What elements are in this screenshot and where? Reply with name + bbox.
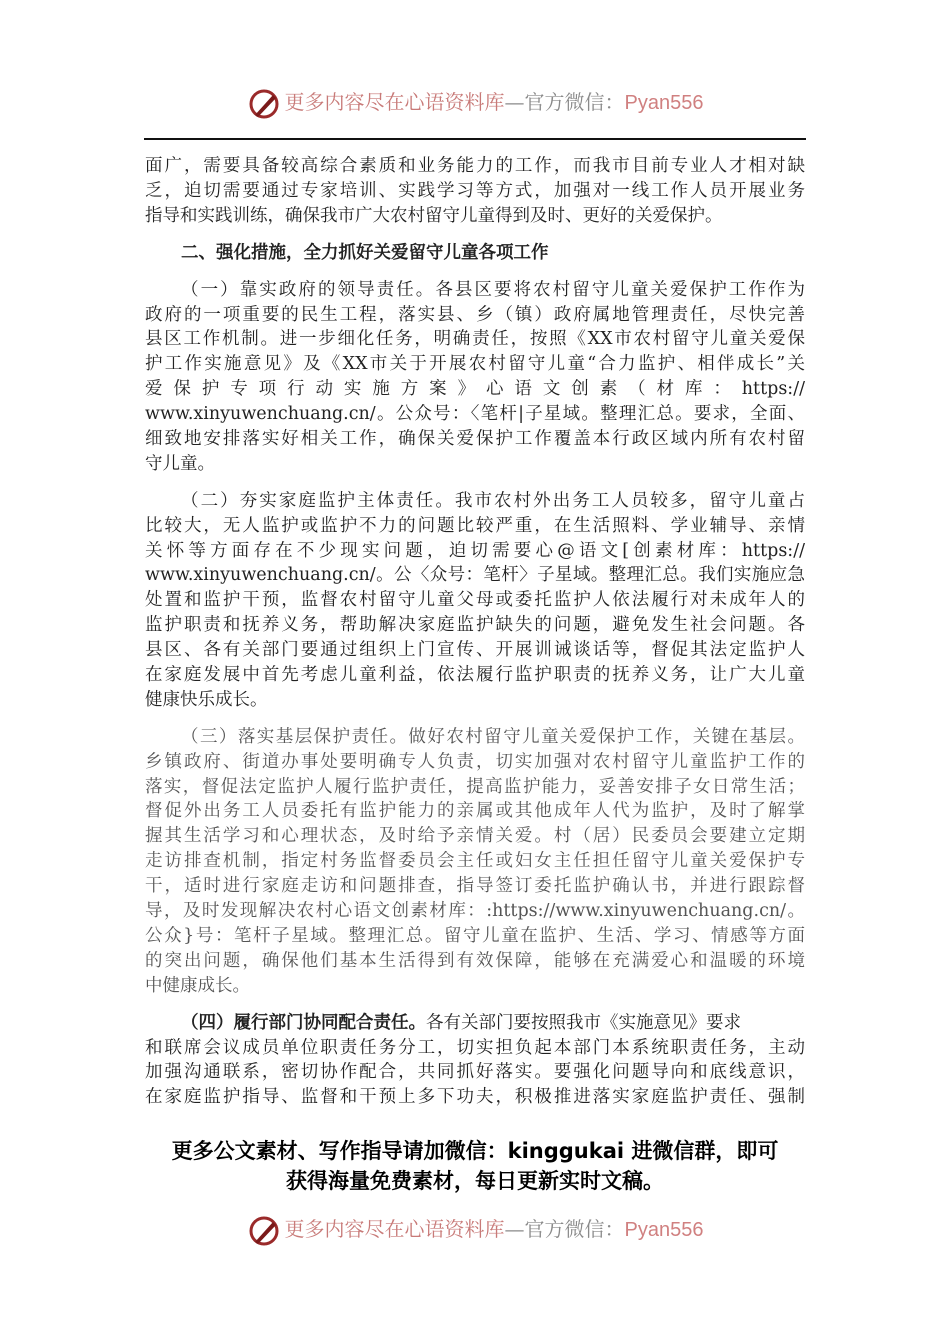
- paragraph-line: 督促外出务工人员委托有监护能力的亲属或其他成年人代为监护，及时了解掌: [145, 801, 805, 822]
- header-rule: [144, 138, 806, 140]
- paragraph: [145, 278, 805, 477]
- paragraph-line: 县区、各有关部门要通过组织上门宣传、开展训诫谈话等，督促其法定监护人: [145, 640, 805, 661]
- promo-line-1: 更多公文素材、写作指导请加微信：kinggukai 进微信群，即可: [171, 1139, 779, 1163]
- paragraph-line: 握其生活学习和心理状态，及时给予亲情关爱。村（居）民委员会要建立定期: [145, 826, 805, 847]
- footer-banner: [0, 1213, 950, 1248]
- paragraph-line: 乏，迫切需要通过专家培训、实践学习等方式，加强对一线工作人员开展业务: [145, 180, 805, 201]
- paragraph-line: 政府的一项重要的民生工程，落实县、乡（镇）政府属地管理责任，尽快完善: [145, 304, 805, 325]
- paragraph-line: 指导和实践训练，确保我市广大农村留守儿童得到及时、更好的关爱保护。: [145, 205, 723, 226]
- paragraph-line: 落实，督促法定监护人履行监护责任，提高监护能力，妥善安排子女日常生活；: [145, 776, 805, 797]
- paragraph-line: 守儿童。: [145, 453, 215, 474]
- paragraph-line: www.xinyuwenchuang.cn/。公众号：〈笔杆|子星域。整理汇总。要求，全面、: [145, 404, 805, 425]
- document-body: [145, 154, 805, 1122]
- paragraph-line: 监护职责和抚养义务，帮助解决家庭监护缺失的问题，避免发生社会问题。各: [145, 615, 805, 636]
- paragraph: [145, 1011, 805, 1111]
- paragraph-line: 的突出问题，确保他们基本生活得到有效保障，能够在充满爱心和温暖的环境: [145, 950, 805, 971]
- paragraph-line: 县区工作机制。进一步细化任务，明确责任，按照《XX市农村留守儿童关爱保: [145, 329, 805, 350]
- banner-label: —官方微信：: [504, 90, 625, 114]
- banner-text: 更多内容尽在心语资料库: [284, 90, 505, 114]
- banner-account: Pyan556: [624, 1219, 704, 1241]
- paragraph-line: 加强沟通联系，密切协作配合，共同抓好落实。要强化问题导向和底线意识，: [145, 1062, 805, 1083]
- paragraph: [145, 154, 805, 229]
- paragraph-line: 公众}号：笔杆子星域。整理汇总。留守儿童在监护、生活、学习、情感等方面: [145, 925, 805, 946]
- paragraph-line: 细致地安排落实好相关工作，确保关爱保护工作覆盖本行政区域内所有农村留: [145, 429, 805, 450]
- promo-text: [0, 1136, 950, 1196]
- paragraph-line: 在家庭发展中首先考虑儿童利益，依法履行监护职责的抚养义务，让广大儿童: [145, 665, 805, 686]
- paragraph-line: 爱保护专项行动实施方案》心语文创素（材库：https://: [145, 379, 805, 400]
- paragraph-line: 在家庭监护指导、监督和干预上多下功夫，积极推进落实家庭监护责任、强制: [145, 1087, 805, 1108]
- paragraph-line: 健康快乐成长。: [145, 689, 268, 710]
- promo-line-2: 获得海量免费素材，每日更新实时文稿。: [286, 1169, 664, 1193]
- paragraph-line: 关怀等方面存在不少现实问题，迫切需要心@语文[创素材库：https://: [145, 540, 805, 561]
- paragraph-line: 中健康成长。: [145, 975, 250, 996]
- section-heading: 二、强化措施，全力抓好关爱留守儿童各项工作: [181, 242, 549, 263]
- paragraph-line: 干，适时进行家庭走访和问题排查，指导签订委托监护确认书，并进行跟踪督: [145, 876, 805, 897]
- paragraph-line: www.xinyuwenchuang.cn/。公〈众号：笔杆〉子星域。整理汇总。我们实施应急: [145, 565, 805, 586]
- paragraph-line: 和联席会议成员单位职责任务分工，切实担负起本部门本系统职责任务，主动: [145, 1037, 805, 1058]
- paragraph-text: 各有关部门要按照我市《实施意见》要求: [426, 1012, 741, 1033]
- banner-label: —官方微信：: [504, 1217, 625, 1241]
- paragraph-line: 导，及时发现解决农村心语文创素材库：:https://www.xinyuwenchuang.cn/。: [145, 901, 805, 922]
- paragraph: [145, 725, 805, 999]
- paragraph-line: （三）落实基层保护责任。做好农村留守儿童关爱保护工作，关键在基层。: [181, 726, 805, 747]
- banner-text: 更多内容尽在心语资料库: [284, 1217, 505, 1241]
- header-banner: [0, 86, 950, 121]
- paragraph-line: （二）夯实家庭监护主体责任。我市农村外出务工人员较多，留守儿童占: [181, 490, 805, 511]
- paragraph-line: 处置和监护干预，监督农村留守儿童父母或委托监护人依法履行对未成年人的: [145, 590, 805, 611]
- pen-logo-icon: [247, 1214, 281, 1248]
- paragraph-line: 护工作实施意见》及《XX市关于开展农村留守儿童“合力监护、相伴成长”关: [145, 354, 805, 375]
- paragraph-line: 走访排查机制，指定村务监督委员会主任或妇女主任担任留守儿童关爱保护专: [145, 851, 805, 872]
- paragraph-line: 乡镇政府、街道办事处要明确专人负责，切实加强对农村留守儿童监护工作的: [145, 751, 805, 772]
- paragraph-line: 比较大，无人监护或监护不力的问题比较严重，在生活照料、学业辅导、亲情: [145, 515, 805, 536]
- paragraph-lead: （四）履行部门协同配合责任。: [181, 1012, 426, 1033]
- paragraph-line: 面广，需要具备较高综合素质和业务能力的工作，而我市目前专业人才相对缺: [145, 156, 805, 176]
- banner-account: Pyan556: [624, 92, 704, 114]
- paragraph-line: （一）靠实政府的领导责任。各县区要将农村留守儿童关爱保护工作作为: [181, 279, 805, 300]
- pen-logo-icon: [247, 87, 281, 121]
- paragraph-line: [145, 1011, 805, 1036]
- paragraph: [145, 489, 805, 713]
